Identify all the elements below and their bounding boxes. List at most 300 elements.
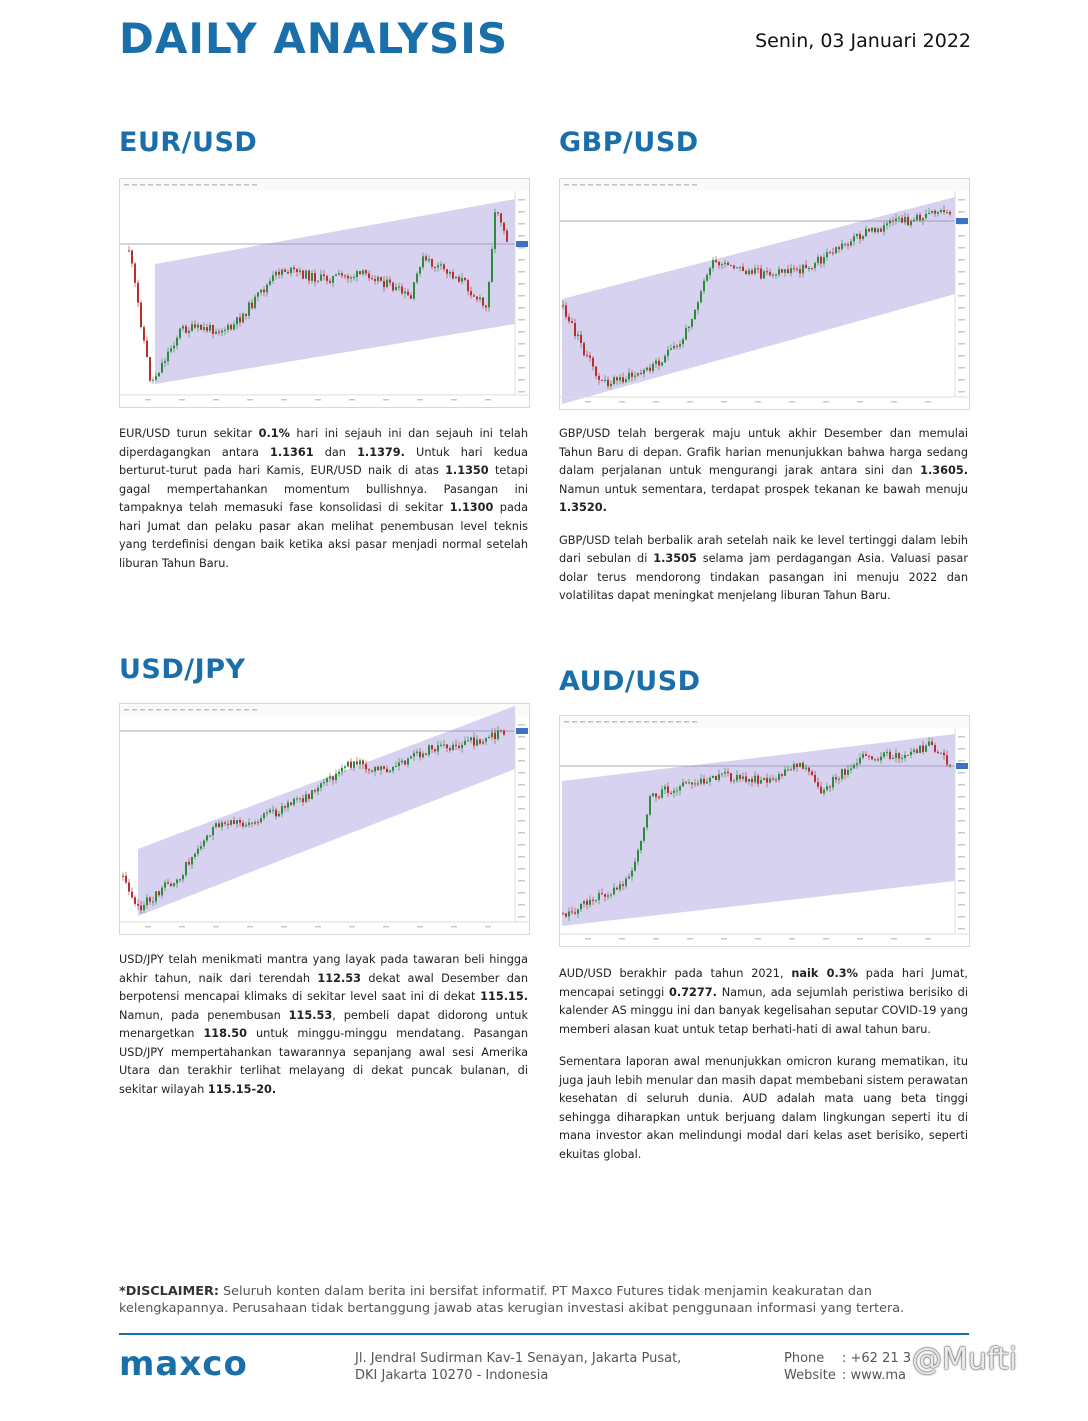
candle-body [503,731,505,735]
candle-body [694,783,696,784]
price-tick [958,343,965,345]
candle-body [458,746,460,748]
price-tick [518,343,525,345]
candle-body [571,911,573,912]
candle-body [592,358,594,367]
time-tick [755,401,761,403]
candle-body [191,324,193,330]
candle-body [811,268,813,269]
candle-body [203,327,205,330]
header-text [172,184,177,186]
time-tick [485,926,491,928]
header-text [244,184,249,186]
price-tick [958,928,965,930]
header-text [588,184,593,186]
candle-body [266,812,268,813]
candle-body [775,779,777,780]
candle-body [500,213,502,222]
candle-body [838,247,840,249]
candle-body [404,292,406,294]
candle-body [488,737,490,738]
candle-body [913,750,915,752]
header-text [620,184,625,186]
candle-body [485,306,487,308]
price-tick [958,892,965,894]
candle-body [458,277,460,282]
price-tick [518,892,525,894]
candle-body [919,215,921,220]
candle-body [901,218,903,223]
candle-body [455,745,457,746]
candle-body [925,746,927,752]
price-tick [518,259,525,261]
candle-body [895,753,897,758]
candle-body [583,901,585,904]
gbpusd-title: GBP/USD [559,127,699,158]
candle-body [401,761,403,763]
candle-body [299,271,301,273]
candle-body [595,900,597,901]
candle-body [712,260,714,268]
gbpusd-chart [559,178,970,410]
header-text [244,709,249,711]
candle-body [275,272,277,276]
candle-body [922,746,924,752]
candle-body [835,777,837,779]
header-text [636,721,641,723]
candle-body [784,269,786,272]
candle-body [506,231,508,242]
candle-body [263,290,265,293]
candle-body [455,277,457,278]
candle-body [182,875,184,879]
candle-body [149,357,151,381]
time-tick [485,399,491,401]
highlight-value: 1.1361 [270,445,314,459]
header-text [612,721,617,723]
price-tick [518,391,525,393]
candle-body [239,820,241,823]
candle-body [658,797,660,798]
disclaimer-text: Seluruh konten dalam berita ini bersifat informatif. PT Maxco Futures tidak menjamin keakuratan dan kelengkapannya. Perusahaan tidak bertanggung jawab atas kerugian investasi akibat penggunaan informasi yang tertera. [119,1284,905,1316]
candle-body [314,790,316,791]
candle-body [619,377,621,380]
candle-body [182,326,184,328]
candle-body [925,214,927,218]
candle-body [221,822,223,827]
candle-body [796,764,798,767]
candle-body [877,759,879,760]
candle-body [425,256,427,260]
candle-body [814,775,816,782]
candle-body [413,282,415,299]
candle-body [577,335,579,336]
time-tick [315,926,321,928]
time-tick [213,926,219,928]
candle-body [763,271,765,278]
price-tick [518,784,525,786]
candle-body [434,267,436,268]
candle-body [431,259,433,267]
candle-body [392,767,394,771]
candle-body [610,894,612,895]
candle-body [197,325,199,328]
address-line-2: DKI Jakarta 10270 - Indonesia [355,1368,549,1383]
candle-body [820,257,822,264]
gbpusd-chart-canvas [560,179,969,409]
candle-body [883,753,885,757]
candle-body [724,772,726,774]
candle-body [380,766,382,770]
candle-body [697,302,699,309]
candle-body [568,317,570,322]
candle-body [580,335,582,343]
candle-body [853,765,855,769]
candle-body [332,276,334,283]
candle-body [263,813,265,818]
candle-body [610,384,612,386]
price-tick [958,235,965,237]
candle-body [467,740,469,741]
candle-body [476,297,478,300]
time-tick [383,399,389,401]
header-text [684,721,689,723]
price-tick [518,199,525,201]
candle-body [152,380,154,381]
price-tick [958,271,965,273]
candle-body [437,745,439,751]
candle-body [446,269,448,273]
price-tick [958,199,965,201]
candle-body [889,220,891,223]
time-tick [349,926,355,928]
candle-body [826,252,828,257]
header-text [588,721,593,723]
candle-body [691,319,693,327]
candle-body [347,276,349,279]
candle-body [242,823,244,827]
price-tick [958,844,965,846]
time-tick [891,401,897,403]
price-tick [518,808,525,810]
candle-body [191,857,193,864]
candle-body [446,744,448,748]
candle-body [769,778,771,782]
header-text [212,184,217,186]
company-address [355,1350,681,1384]
candle-body [155,891,157,901]
highlight-value: 1.3505 [653,552,697,565]
header-text [668,721,673,723]
candle-body [290,802,292,804]
candle-body [841,244,843,250]
price-tick [518,331,525,333]
candle-body [287,272,289,273]
price-tick [958,784,965,786]
paragraph: GBP/USD telah bergerak maju untuk akhir Desember dan memulai Tahun Baru di depan. Grafik harian menunjukkan bahwa harga sedang dalam perjalanan untuk mengurangi jarak antara sini dan 1.3605. Namun untuk sementara, terdapat prospek tekanan ke bawah menuju 1.3520. [559,427,968,514]
candle-body [868,756,870,757]
candle-body [491,249,493,282]
candle-body [703,779,705,784]
candle-body [679,344,681,346]
candle-body [473,295,475,296]
candle-body [443,744,445,745]
header-text [572,184,577,186]
candle-body [715,776,717,780]
header-text [652,721,657,723]
highlight-value: 0.1% [258,427,290,440]
price-tick [958,319,965,321]
candle-body [359,760,361,764]
candle-body [901,758,903,759]
price-tick [958,295,965,297]
candle-body [422,256,424,267]
time-tick [315,399,321,401]
candle-body [772,275,774,276]
candle-body [604,380,606,381]
candle-body [410,295,412,298]
candle-body [655,793,657,797]
candle-body [727,772,729,773]
candle-body [260,290,262,293]
candle-body [314,273,316,282]
candle-body [880,757,882,761]
highlight-value: 1.1300 [449,501,494,514]
header-text [236,184,241,186]
header-text [204,709,209,711]
candle-body [173,346,175,349]
highlight-value: 115.15. [480,990,528,1003]
candle-body [287,802,289,807]
candle-body [709,268,711,275]
candle-body [353,761,355,767]
usdjpy-chart [119,703,530,935]
candle-body [643,828,645,841]
header-text [580,184,585,186]
candle-body [892,220,894,221]
candle-body [571,321,573,323]
candle-body [790,268,792,273]
candle-body [395,766,397,767]
candle-body [440,264,442,265]
header-text [156,184,161,186]
candle-body [904,217,906,223]
time-tick [281,926,287,928]
candle-body [913,220,915,222]
header-text [156,709,161,711]
time-tick [857,938,863,940]
time-tick [857,401,863,403]
header-text [692,184,697,186]
candle-body [667,350,669,356]
candle-body [844,769,846,775]
candle-body [904,755,906,758]
candle-body [155,376,157,379]
header-text [228,709,233,711]
candle-body [143,905,145,910]
candle-body [317,788,319,792]
highlight-value: 1.1379. [357,445,405,459]
candle-body [685,782,687,783]
header-text [172,709,177,711]
candle-body [673,346,675,349]
report-date: Senin, 03 Januari 2022 [755,30,971,52]
paragraph: AUD/USD berakhir pada tahun 2021, naik 0.3% pada hari Jumat, mencapai setinggi 0.7277. Namun, ada sejumlah peristiwa berisiko di kalender AS minggu ini dan banyak kegelisahan seputar COVID-19 yang memberi alasan kuat untuk tetap berhati-hati di awal tahun baru. [559,967,968,1036]
candle-body [604,894,606,897]
candle-body [616,377,618,380]
candle-body [131,250,133,263]
candle-body [865,754,867,756]
header-text [132,184,137,186]
candle-body [443,264,445,269]
candle-body [341,273,343,275]
candle-body [877,229,879,232]
header-text [252,184,257,186]
candle-body [622,377,624,382]
candle-body [730,773,732,781]
candle-body [742,776,744,778]
candle-body [329,776,331,778]
price-tick [518,223,525,225]
candle-body [733,266,735,269]
candle-body [125,876,127,883]
time-tick [755,938,761,940]
candle-body [383,766,385,769]
highlight-value: 1.3605. [920,464,968,477]
candle-body [628,877,630,879]
candle-body [491,733,493,737]
trend-channel [562,197,955,404]
header-text [196,184,201,186]
candle-body [757,268,759,269]
candle-body [772,778,774,779]
header-text [652,184,657,186]
candle-body [799,763,801,767]
candle-body [185,862,187,875]
header-text [628,184,633,186]
candle-body [607,895,609,896]
price-tick [518,736,525,738]
price-tick [518,916,525,918]
candle-body [700,291,702,302]
candle-body [230,820,232,825]
time-tick [247,926,253,928]
candle-body [419,752,421,757]
candle-body [413,753,415,757]
price-tick [518,247,525,249]
header-text [564,721,569,723]
price-tick [958,772,965,774]
candle-body [601,380,603,381]
candle-body [862,236,864,239]
candle-body [335,275,337,276]
header-text [164,709,169,711]
paragraph: GBP/USD telah berbalik arah setelah naik ke level tertinggi dalam lebih dari sebulan di 1.3505 selama jam perdagangan Asia. Valuasi pasar dolar terus mendorong tindakan pasangan ini menuju 2022 dan volatilitas dapat meningkat menjelang liburan Tahun Baru. [559,533,968,602]
candle-body [488,282,490,307]
candle-body [700,779,702,784]
candle-body [482,742,484,744]
time-tick [383,926,389,928]
candle-body [140,303,142,328]
disclaimer [119,1283,969,1317]
price-tick [518,307,525,309]
eurusd-title: EUR/USD [119,127,258,158]
candle-body [158,891,160,895]
candle-body [158,373,160,377]
website-label: Website [784,1368,836,1383]
phone-value: : +62 21 3 [842,1351,912,1366]
candle-body [227,824,229,825]
candle-body [565,913,567,916]
candle-body [868,229,870,232]
time-tick [585,401,591,403]
candle-body [694,310,696,320]
time-tick [619,401,625,403]
candle-body [224,822,226,823]
candle-body [787,269,789,273]
highlight-value: 112.53 [317,971,361,985]
candle-body [634,862,636,871]
candle-body [865,229,867,236]
price-tick [958,832,965,834]
candle-body [368,273,370,278]
candle-body [613,377,615,384]
candle-body [236,820,238,824]
candle-body [613,888,615,895]
candle-body [631,373,633,377]
time-tick [247,399,253,401]
website-value[interactable]: : www.ma [842,1368,906,1383]
candle-body [461,745,463,748]
time-tick [179,926,185,928]
candle-body [949,212,951,214]
header-text [140,709,145,711]
candle-body [889,752,891,759]
candle-body [311,790,313,799]
audusd-chart [559,715,970,947]
candle-body [874,228,876,232]
candle-body [625,879,627,886]
candle-body [784,770,786,776]
highlight-value: 115.15-20. [207,1082,277,1096]
candle-body [778,774,780,780]
price-tick [958,856,965,858]
candle-body [401,287,403,294]
candle-body [595,367,597,376]
candle-body [320,783,322,788]
candle-body [946,212,948,213]
candle-body [437,265,439,267]
candle-body [128,883,130,892]
candle-body [898,218,900,219]
candle-body [598,376,600,380]
candle-body [655,361,657,364]
candle-body [203,840,205,846]
candle-body [580,904,582,910]
price-tick [958,748,965,750]
candle-body [871,756,873,759]
candle-body [766,778,768,783]
candle-body [871,228,873,232]
candle-body [607,380,609,386]
candle-body [916,750,918,753]
candle-body [718,774,720,780]
candle-body [326,778,328,782]
price-tick [958,868,965,870]
header-text [204,184,209,186]
audusd-text [559,965,968,1178]
candle-body [161,363,163,373]
